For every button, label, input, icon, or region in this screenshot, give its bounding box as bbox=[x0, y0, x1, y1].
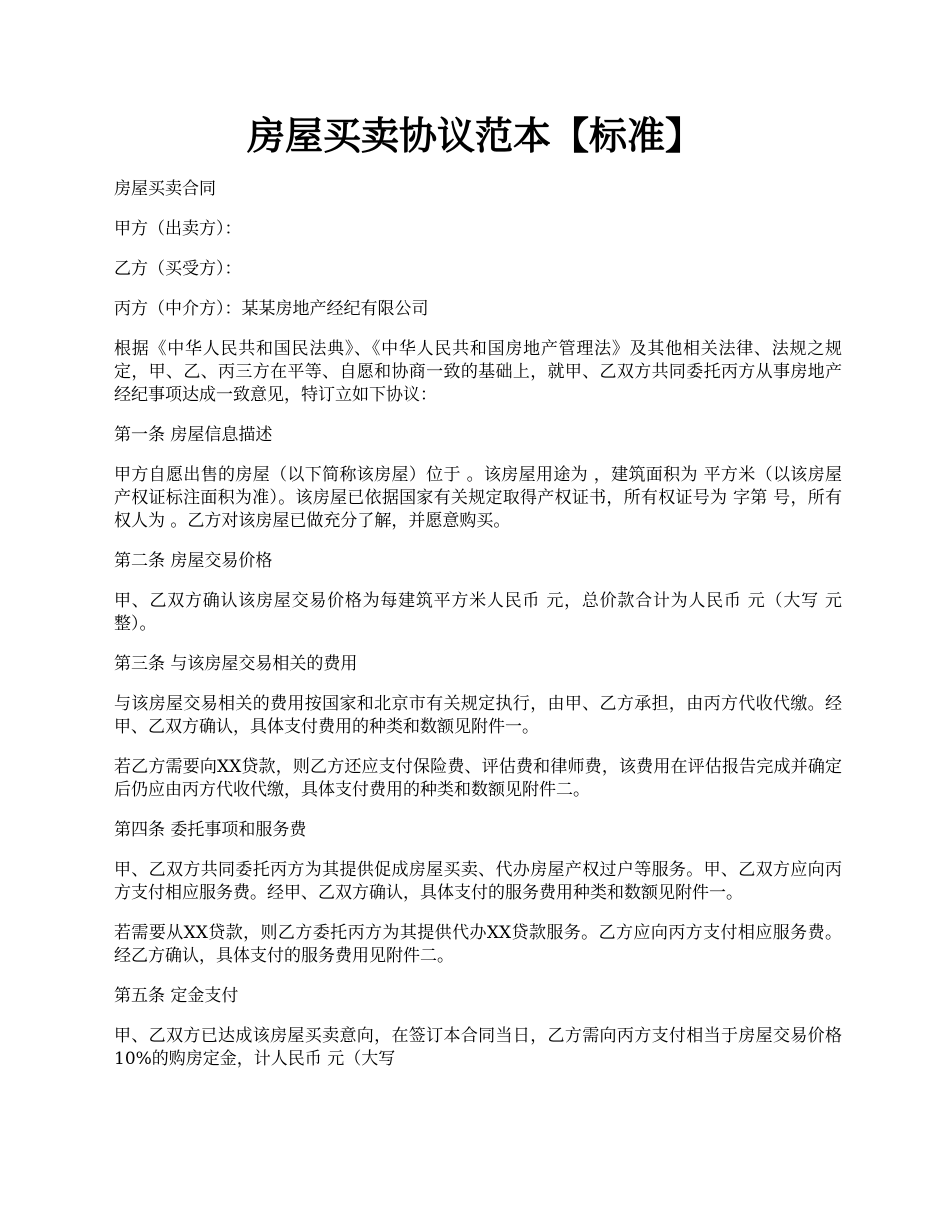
article-4-paragraph-2: 若需要从XX贷款，则乙方委托丙方为其提供代办XX贷款服务。乙方应向丙方支付相应服务费。经乙方确认，具体支付的服务费用见附件二。 bbox=[114, 923, 842, 966]
article-5-paragraph: 甲、乙双方已达成该房屋买卖意向，在签订本合同当日，乙方需向丙方支付相当于房屋交易价格10%的购房定金，计人民币 元（大写 bbox=[114, 1026, 842, 1069]
preamble-paragraph: 根据《中华人民共和国民法典》、《中华人民共和国房地产管理法》及其他相关法律、法规之规定，甲、乙、丙三方在平等、自愿和协商一致的基础上，就甲、乙双方共同委托丙方从事房地产经纪事项达成一致意见，特订立如下协议： bbox=[114, 339, 842, 405]
article-1-paragraph: 甲方自愿出售的房屋（以下简称该房屋）位于 。该房屋用途为 ，建筑面积为 平方米（以该房屋产权证标注面积为准）。该房屋已依据国家有关规定取得产权证书，所有权证号为 字第 号，所有权人为 。乙方对该房屋已做充分了解，并愿意购买。 bbox=[114, 465, 842, 531]
article-3-paragraph-2: 若乙方需要向XX贷款，则乙方还应支付保险费、评估费和律师费，该费用在评估报告完成并确定后仍应由丙方代收代缴，具体支付费用的种类和数额见附件二。 bbox=[114, 757, 842, 800]
article-1-heading: 第一条 房屋信息描述 bbox=[114, 425, 273, 445]
party-a-line: 甲方（出卖方）： bbox=[114, 219, 242, 239]
document-body bbox=[114, 178, 842, 1088]
article-5-heading: 第五条 定金支付 bbox=[114, 986, 239, 1006]
article-4-heading: 第四条 委托事项和服务费 bbox=[114, 820, 307, 840]
article-3-paragraph-1: 与该房屋交易相关的费用按国家和北京市有关规定执行，由甲、乙方承担，由丙方代收代缴。经甲、乙双方确认，具体支付费用的种类和数额见附件一。 bbox=[114, 694, 842, 737]
article-2-paragraph: 甲、乙双方确认该房屋交易价格为每建筑平方米人民币 元，总价款合计为人民币 元（大写 元整）。 bbox=[114, 591, 842, 634]
article-3-heading: 第三条 与该房屋交易相关的费用 bbox=[114, 654, 358, 674]
article-4-paragraph-1: 甲、乙双方共同委托丙方为其提供促成房屋买卖、代办房屋产权过户等服务。甲、乙双方应向丙方支付相应服务费。经甲、乙双方确认，具体支付的服务费用种类和数额见附件一。 bbox=[114, 860, 842, 903]
party-b-line: 乙方（买受方）： bbox=[114, 259, 242, 279]
contract-heading: 房屋买卖合同 bbox=[114, 179, 216, 199]
article-2-heading: 第二条 房屋交易价格 bbox=[114, 551, 273, 571]
document-title: 房屋买卖协议范本【标准】 bbox=[246, 113, 703, 158]
party-c-line: 丙方（中介方）：某某房地产经纪有限公司 bbox=[114, 299, 429, 319]
